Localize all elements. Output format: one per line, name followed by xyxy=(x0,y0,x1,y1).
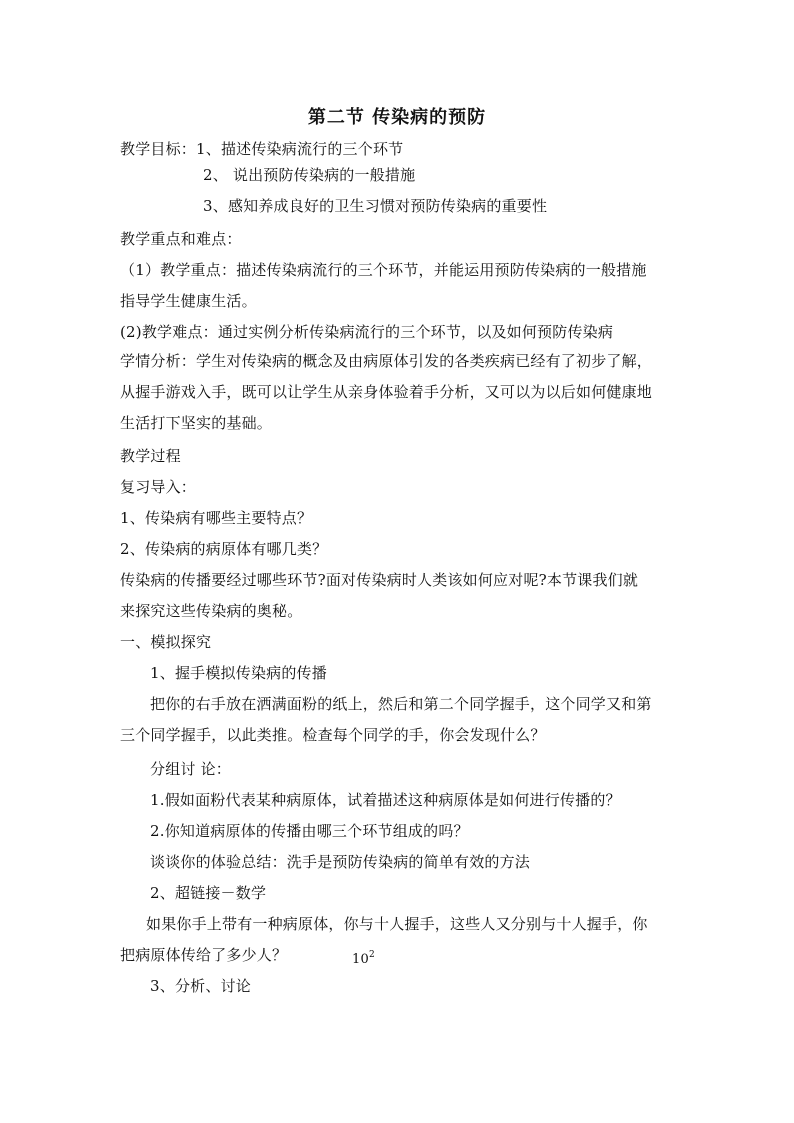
key-point-1-line-2: 指导学生健康生活。 xyxy=(120,292,257,310)
analysis-line-3: 生活打下坚实的基础。 xyxy=(120,414,273,432)
subsection-2-heading: 2、超链接－数学 xyxy=(150,884,267,902)
page-title: 第二节 传染病的预防 xyxy=(307,107,487,128)
math-answer xyxy=(352,945,375,970)
objective-line-2: 2、 说出预防传染病的一般措施 xyxy=(203,166,416,184)
process-heading: 教学过程 xyxy=(120,447,181,465)
analysis-line-1: 学情分析：学生对传染病的概念及由病原体引发的各类疾病已经有了初步了解， xyxy=(120,352,653,370)
section-1-heading: 一、模拟探究 xyxy=(120,633,212,651)
discussion-heading: 分组讨 论： xyxy=(150,760,231,778)
analysis-line-2: 从握手游戏入手，既可以让学生从亲身体验着手分析，又可以为以后如何健康地 xyxy=(120,383,653,401)
math-answer-base: 10 xyxy=(352,952,369,967)
objective-line-3: 3、感知养成良好的卫生习惯对预防传染病的重要性 xyxy=(203,197,548,215)
key-point-1-line-1: （1）教学重点：描述传染病流行的三个环节，并能运用预防传染病的一般措施 xyxy=(120,261,647,279)
intro-line-1: 传染病的传播要经过哪些环节?面对传染病时人类该如何应对呢?本节课我们就 xyxy=(120,571,639,589)
math-question-line-1: 如果你手上带有一种病原体，你与十人握手，这些人又分别与十人握手，你 xyxy=(146,915,648,933)
review-heading: 复习导入： xyxy=(120,478,197,496)
review-question-2: 2、传染病的病原体有哪几类？ xyxy=(120,540,328,558)
subsection-3-heading: 3、分析、讨论 xyxy=(150,977,251,995)
activity-text-line-1: 把你的右手放在洒满面粉的纸上，然后和第二个同学握手，这个同学又和第 xyxy=(150,695,652,713)
discussion-question-2: 2.你知道病原体的传播由哪三个环节组成的吗？ xyxy=(150,822,469,840)
math-answer-exponent: 2 xyxy=(368,950,375,960)
experience-summary: 谈谈你的体验总结：洗手是预防传染病的简单有效的方法 xyxy=(150,853,531,871)
objective-line-1: 教学目标：1、描述传染病流行的三个环节 xyxy=(120,140,404,158)
math-question-line-2: 把病原体传给了多少人？ xyxy=(120,946,288,964)
key-points-heading: 教学重点和难点： xyxy=(120,230,242,248)
discussion-question-1: 1.假如面粉代表某种病原体，试着描述这种病原体是如何进行传播的？ xyxy=(150,791,621,809)
intro-line-2: 来探究这些传染病的奥秘。 xyxy=(120,602,303,620)
review-question-1: 1、传染病有哪些主要特点？ xyxy=(120,509,313,527)
subsection-1-heading: 1、握手模拟传染病的传播 xyxy=(150,664,327,682)
key-point-2: (2)教学难点：通过实例分析传染病流行的三个环节，以及如何预防传染病 xyxy=(120,323,614,341)
activity-text-line-2: 三个同学握手，以此类推。检查每个同学的手，你会发现什么？ xyxy=(120,726,546,744)
